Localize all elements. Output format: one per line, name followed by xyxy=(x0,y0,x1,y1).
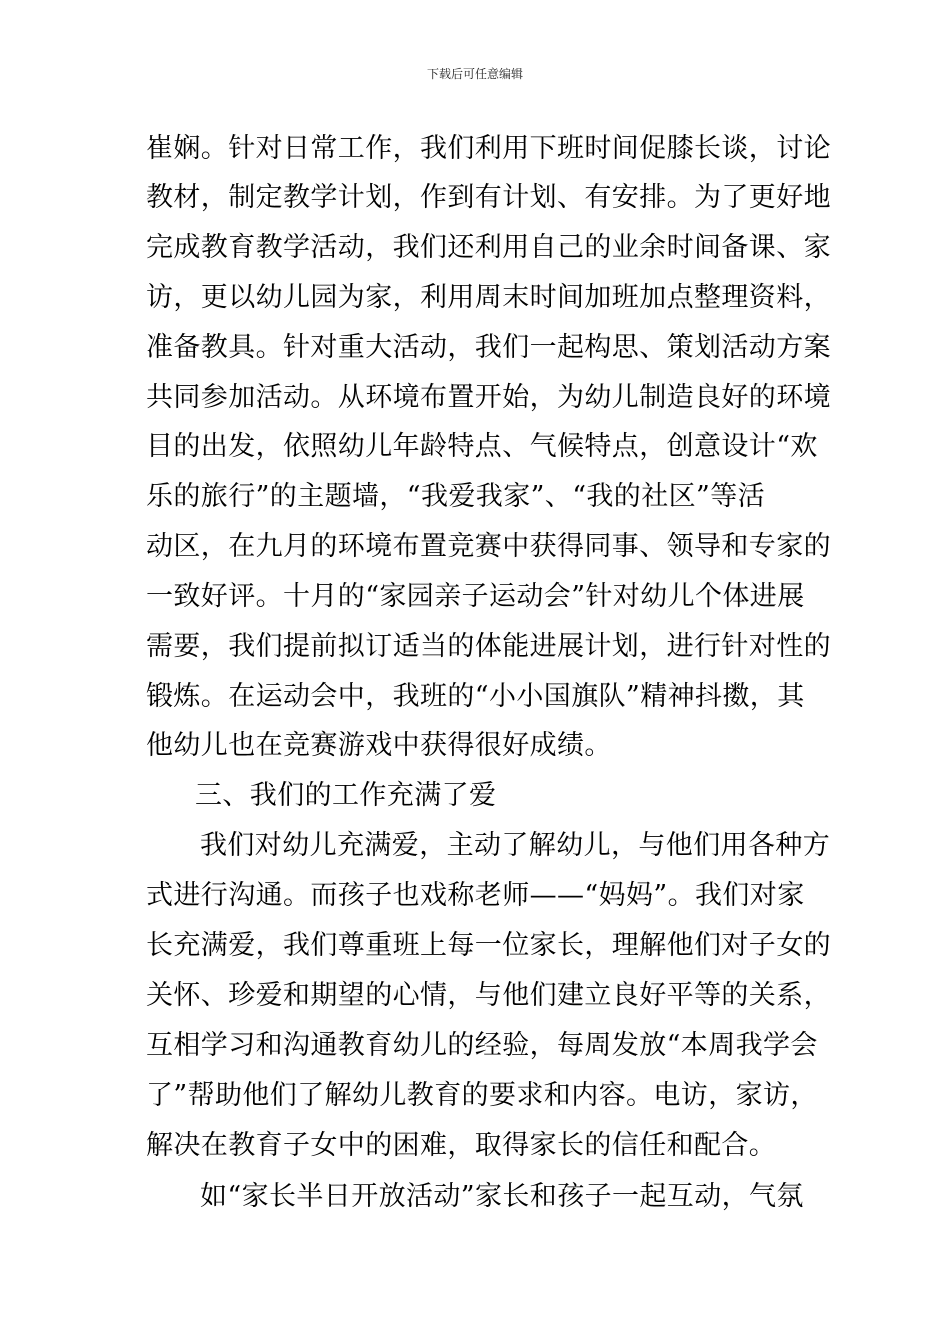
text-line: 准备教具。针对重大活动，我们一起构思、策划活动方案 xyxy=(146,332,831,363)
header-note: 下载后可任意编辑 xyxy=(426,67,523,81)
text-line: 式进行沟通。而孩子也戏称老师——“妈妈”。我们对家 xyxy=(146,880,805,911)
text-line: 一致好评。十月的“家园亲子运动会”针对幼儿个体进展 xyxy=(146,581,805,612)
text-line: 需要，我们提前拟订适当的体能进展计划，进行针对性的 xyxy=(146,631,831,662)
text-line: 共同参加活动。从环境布置开始，为幼儿制造良好的环境 xyxy=(146,382,831,413)
text-line: 我们对幼儿充满爱，主动了解幼儿，与他们用各种方 xyxy=(200,830,831,861)
text-line: 乐的旅行”的主题墙，“我爱我家”、“我的社区”等活 xyxy=(146,481,766,512)
text-line: 教材，制定教学计划，作到有计划、有安排。为了更好地 xyxy=(146,182,831,213)
text-line: 完成教育教学活动，我们还利用自己的业余时间备课、家 xyxy=(146,232,831,263)
text-line: 目的出发，依照幼儿年龄特点、气候特点，创意设计“欢 xyxy=(146,431,818,462)
text-line: 关怀、珍爱和期望的心情，与他们建立良好平等的关系， xyxy=(146,980,831,1011)
text-line: 崔娴。针对日常工作，我们利用下班时间促膝长谈，讨论 xyxy=(146,133,831,164)
text-line: 他幼儿也在竞赛游戏中获得很好成绩。 xyxy=(146,730,612,761)
text-line: 动区，在九月的环境布置竞赛中获得同事、领导和专家的 xyxy=(146,531,831,562)
text-line: 锻炼。在运动会中，我班的“小小国旗队”精神抖擞，其 xyxy=(146,681,805,712)
text-line: 了”帮助他们了解幼儿教育的要求和内容。电访，家访， xyxy=(146,1080,818,1111)
text-line: 互相学习和沟通教育幼儿的经验，每周发放“本周我学会 xyxy=(146,1030,818,1061)
text-line: 访，更以幼儿园为家，利用周末时间加班加点整理资料， xyxy=(146,282,831,313)
text-line: 如“家长半日开放活动”家长和孩子一起互动，气氛 xyxy=(200,1181,804,1212)
text-line: 解决在教育子女中的困难，取得家长的信任和配合。 xyxy=(146,1130,777,1161)
text-line: 长充满爱，我们尊重班上每一位家长，理解他们对子女的 xyxy=(146,930,831,961)
section-heading: 三、我们的工作充满了爱 xyxy=(195,780,497,811)
